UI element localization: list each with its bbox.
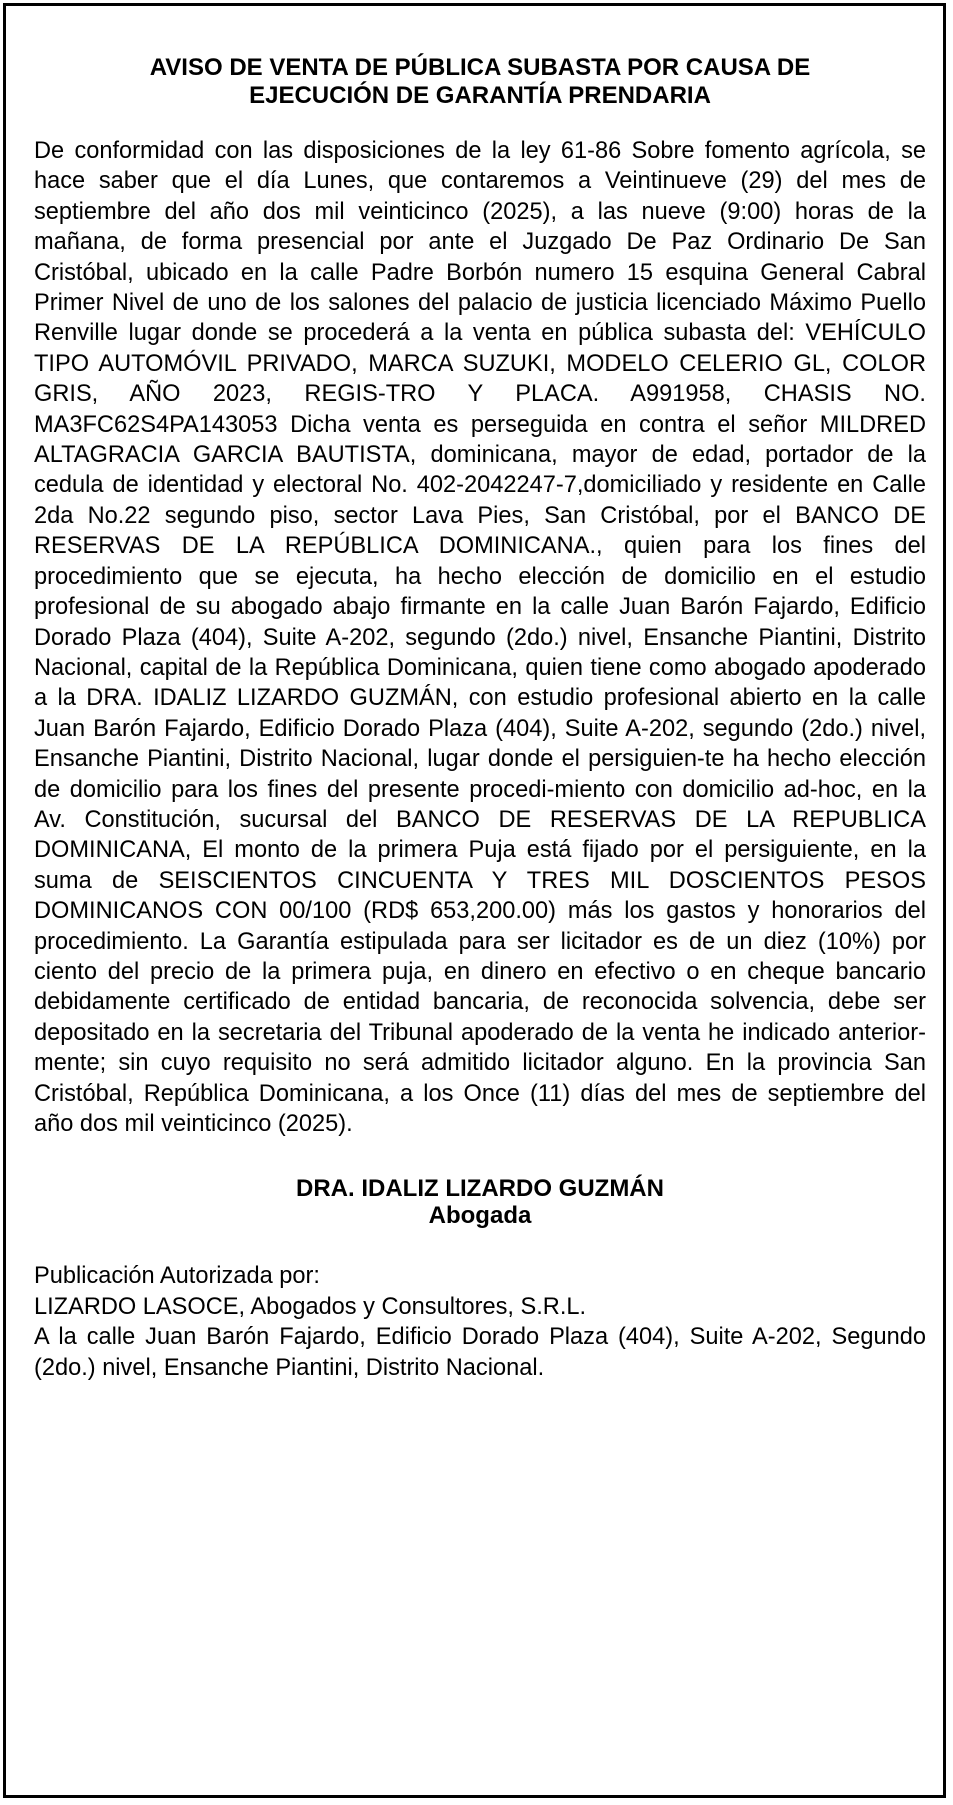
notice-content [34, 54, 926, 1383]
notice-title [34, 54, 926, 110]
signature-name: DRA. IDALIZ LIZARDO GUZMÁN [296, 1175, 664, 1203]
signature-block [34, 1175, 926, 1229]
title-line-2: EJECUCIÓN DE GARANTÍA PRENDARIA [249, 82, 711, 109]
notice-body: De conformidad con las disposiciones de la ley 61-86 Sobre fomento agrícola, se hace saber que el día Lunes, que contaremos a Veintinueve (29) del mes de septiembre del año dos mil veinticinco (2025), a las nueve (9:00) horas de la mañana, de forma presencial por ante el Juzgado De Paz Ordinario De San Cristóbal, ubicado en la calle Padre Borbón numero 15 esquina General Cabral Primer Nivel de uno de los salones del palacio de justicia licenciado Máximo Puello Renville lugar donde se procederá a la venta en pública subasta del: VEHÍCULO TIPO AUTOMÓVIL PRIVADO, MARCA SUZUKI, MODELO CELERIO GL, COLOR GRIS, AÑO 2023, REGIS-TRO Y PLACA. A991958, CHASIS NO. MA3FC62S4PA143053 Dicha venta es perseguida en contra el señor MILDRED ALTAGRACIA GARCIA BAUTISTA, dominicana, mayor de edad, portador de la cedula de identidad y electoral No. 402-2042247-7,domiciliado y residente en Calle 2da No.22 segundo piso, sector Lava Pies, San Cristóbal, por el BANCO DE RESERVAS DE LA REPÚBLICA DOMINICANA., quien para los fines del procedimiento que se ejecuta, ha hecho elección de domicilio en el estudio profesional de su abogado abajo firmante en la calle Juan Barón Fajardo, Edificio Dorado Plaza (404), Suite A-202, segundo (2do.) nivel, Ensanche Piantini, Distrito Nacional, capital de la República Dominicana, quien tiene como abogado apoderado a la DRA. IDALIZ LIZARDO GUZMÁN, con estudio profesional abierto en la calle Juan Barón Fajardo, Edificio Dorado Plaza (404), Suite A-202, segundo (2do.) nivel, Ensanche Piantini, Distrito Nacional, lugar donde el persiguien-te ha hecho elección de domicilio para los fines del presente procedi-miento con domicilio ad-hoc, en la Av. Constitución, sucursal del BANCO DE RESERVAS DE LA REPUBLICA DOMINICANA, El monto de la primera Puja está fijado por el persiguiente, en la suma de SEISCIENTOS CINCUENTA Y TRES MIL DOSCIENTOS PESOS DOMINICANOS CON 00/100 (RD$ 653,200.00) más los gastos y honorarios del procedimiento. La Garantía estipulada para ser licitador es de un diez (10%) por ciento del precio de la primera puja, en dinero en efectivo o en cheque bancario debidamente certificado de entidad bancaria, de reconocida solvencia, debe ser depositado en la secretaria del Tribunal apoderado de la venta he indicado anterior-mente; sin cuyo requisito no será admitido licitador alguno. En la provincia San Cristóbal, República Dominicana, a los Once (11) días del mes de septiembre del año dos mil veinticinco (2025). [34, 138, 926, 1137]
signature-role: Abogada [428, 1202, 532, 1230]
title-line-1: AVISO DE VENTA DE PÚBLICA SUBASTA POR CAUSA DE [149, 54, 811, 81]
notice-border [3, 3, 946, 1798]
publication-footer [34, 1261, 926, 1383]
footer-authorized-by: Publicación Autorizada por: [34, 1263, 320, 1290]
footer-address: A la calle Juan Barón Fajardo, Edificio Dorado Plaza (404), Suite A-202, Segundo (2do.) nivel, Ensanche Piantini, Distrito Nacional. [34, 1324, 926, 1381]
footer-firm-name: LIZARDO LASOCE, Abogados y Consultores, S.R.L. [34, 1293, 587, 1320]
